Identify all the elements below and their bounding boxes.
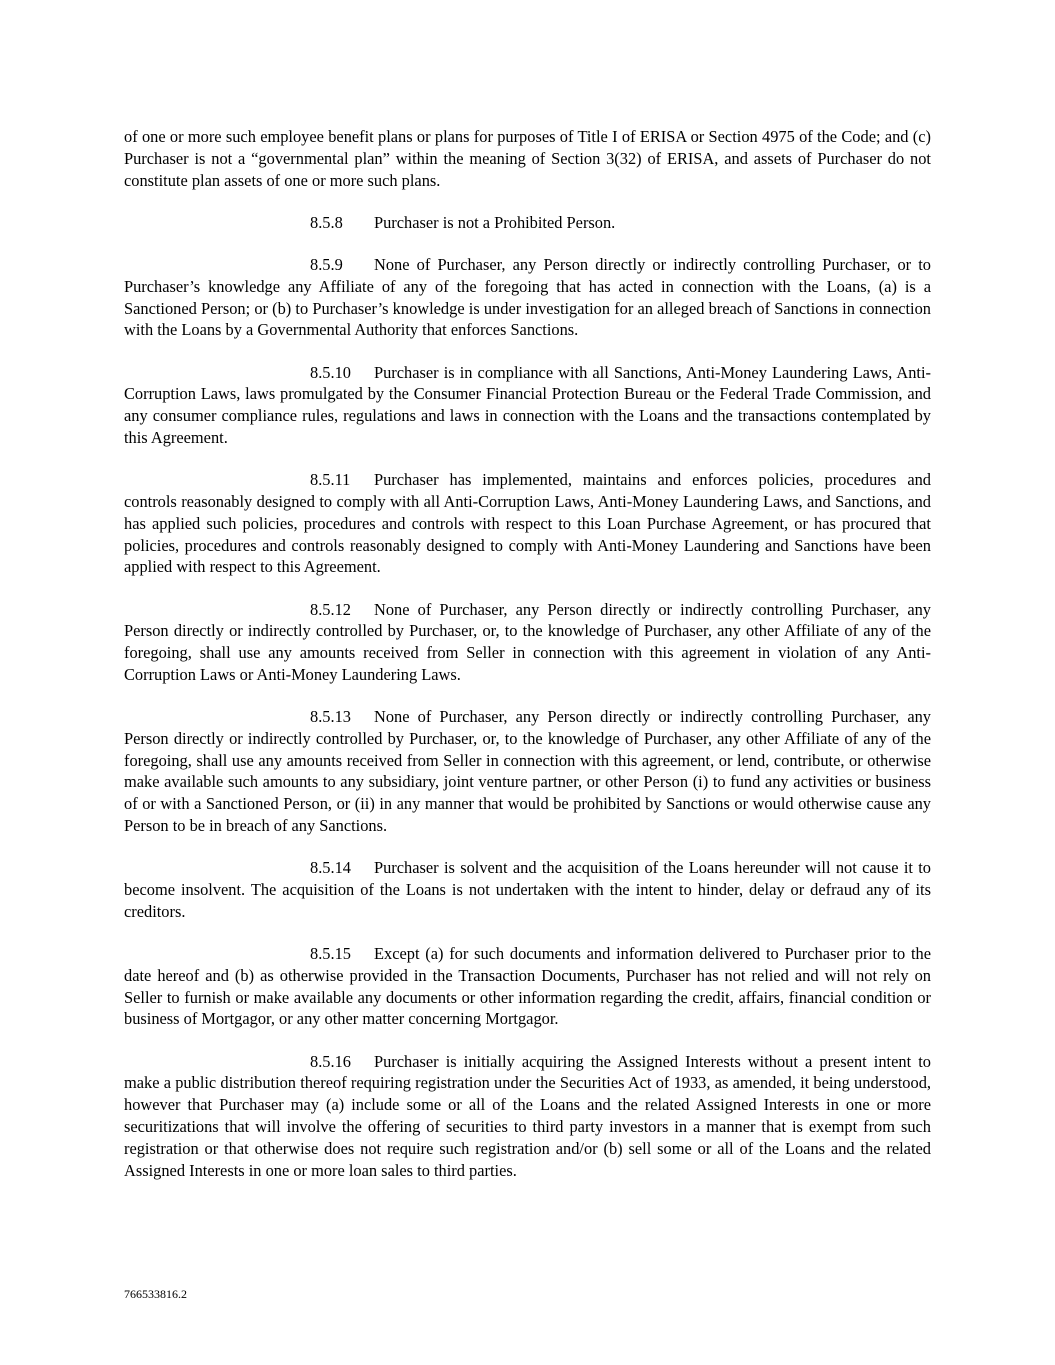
section-8-5-11 — [124, 469, 931, 578]
document-body — [124, 126, 931, 1202]
section-number: 8.5.16 — [310, 1051, 351, 1071]
section-number: 8.5.8 — [310, 212, 343, 232]
section-text: Purchaser is initially acquiring the Assigned Interests without a present intent to make a public distribution thereof requiring registration under the Securities Act of 1933, as amended, it being understood, however that Purchaser may (a) include some or all of the Loans and the related Assigned Interests in one or more securitizations that will involve the offering of securities to third party investors in a manner that is exempt from such registration or that otherwise does not require such registration and/or (b) sell some or all of the Loans and the related Assigned Interests in one or more loan sales to third parties. — [124, 1051, 931, 1180]
section-text: Purchaser is solvent and the acquisition of the Loans hereunder will not cause it to become insolvent. The acquisition of the Loans is not undertaken with the intent to hinder, delay or defraud any of its creditors. — [124, 858, 931, 921]
document-id-footer: 766533816.2 — [124, 1287, 187, 1301]
section-8-5-12 — [124, 599, 931, 686]
section-text: Purchaser is in compliance with all Sanctions, Anti-Money Laundering Laws, Anti-Corruption Laws, laws promulgated by the Consumer Financial Protection Bureau or the Federal Trade Commission, and any consumer compliance rules, regulations and laws in connection with the Loans and the transactions contemplated by this Agreement. — [124, 362, 931, 447]
section-8-5-9 — [124, 254, 931, 341]
section-number: 8.5.9 — [310, 254, 343, 274]
section-text: None of Purchaser, any Person directly or indirectly controlling Purchaser, any Person directly or indirectly controlled by Purchaser, or, to the knowledge of Purchaser, any other Affiliate of any of the foregoing, shall use any amounts received from Seller in connection with this agreement, or lend, contribute, or otherwise make available such amounts to any subsidiary, joint venture partner, or other Person (i) to fund any activities or business of or with a Sanctioned Person, or (ii) in any manner that would be prohibited by Sanctions or would otherwise cause any Person to be in breach of any Sanctions. — [124, 707, 931, 836]
section-text: None of Purchaser, any Person directly or indirectly controlling Purchaser, any Person directly or indirectly controlled by Purchaser, or, to the knowledge of Purchaser, any other Affiliate of any of the foregoing, shall use any amounts received from Seller in connection with this agreement in violation of any Anti-Corruption Laws or Anti-Money Laundering Laws. — [124, 599, 931, 684]
section-8-5-8 — [124, 212, 931, 234]
continuation-paragraph: of one or more such employee benefit plans or plans for purposes of Title I of ERISA or Section 4975 of the Code; and (c) Purchaser is not a “governmental plan” within the meaning of Section 3(32) of ERISA, and assets of Purchaser do not constitute plan assets of one or more such plans. — [124, 127, 931, 190]
section-8-5-14 — [124, 857, 931, 922]
section-8-5-16 — [124, 1051, 931, 1182]
section-number: 8.5.11 — [310, 470, 351, 490]
section-number: 8.5.13 — [310, 707, 351, 727]
section-text: Except (a) for such documents and information delivered to Purchaser prior to the date hereof and (b) as otherwise provided in the Transaction Documents, Purchaser has not relied and will not rely on Seller to furnish or make available any documents or other information regarding the credit, affairs, financial condition or business of Mortgagor, or any other matter concerning Mortgagor. — [124, 944, 931, 1029]
section-8-5-10 — [124, 362, 931, 449]
section-8-5-15 — [124, 943, 931, 1030]
section-text: Purchaser is not a Prohibited Person. — [374, 212, 616, 232]
section-number: 8.5.10 — [310, 362, 351, 382]
section-text: Purchaser has implemented, maintains and enforces policies, procedures and controls reasonably designed to comply with all Anti-Corruption Laws, Anti-Money Laundering Laws, and Sanctions, and has applied such policies, procedures and controls with respect to this Loan Purchase Agreement, or has procured that policies, procedures and controls reasonably designed to comply with Anti-Money Laundering and Sanctions have been applied with respect to this Agreement. — [124, 470, 931, 577]
section-8-5-13 — [124, 706, 931, 837]
section-text: None of Purchaser, any Person directly or indirectly controlling Purchaser, or to Purchaser’s knowledge any Affiliate of any of the foregoing that has acted in connection with the Loans, (a) is a Sanctioned Person; or (b) to Purchaser’s knowledge is under investigation for an alleged breach of Sanctions in connection with the Loans by a Governmental Authority that enforces Sanctions. — [124, 254, 931, 340]
section-number: 8.5.14 — [310, 858, 351, 878]
section-number: 8.5.12 — [310, 599, 351, 619]
section-number: 8.5.15 — [310, 944, 351, 964]
